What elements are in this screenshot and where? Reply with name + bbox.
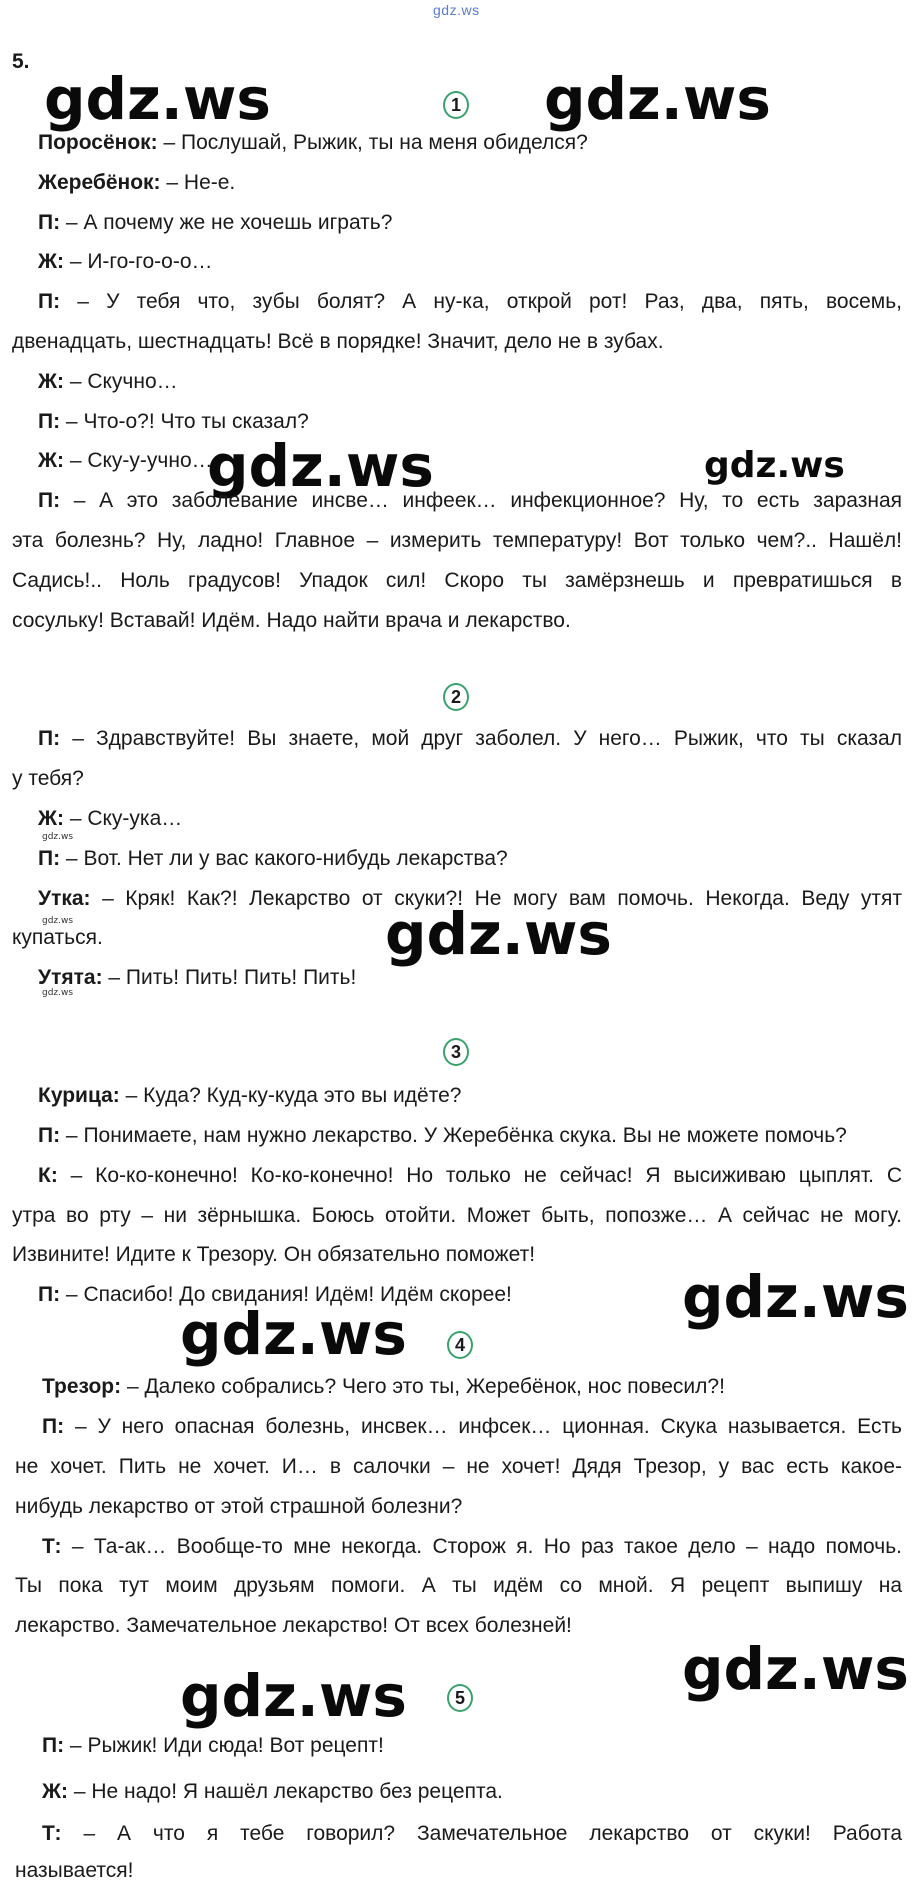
line-text: – Понимаете, нам нужно лекарство. У Жеребёнка скука. Вы не можете помочь?: [60, 1124, 847, 1147]
watermark: gdz.ws: [682, 1263, 909, 1331]
line-text: лекарство. Замечательное лекарство! От всех болезней!: [15, 1614, 572, 1637]
speaker: Поросёнок:: [38, 131, 158, 154]
line-text: – Здравствуйте! Вы знаете, мой друг заболел. У него… Рыжик, что ты сказал: [60, 727, 902, 750]
watermark: gdz.ws: [704, 445, 845, 486]
exercise-number: 5.: [12, 50, 30, 73]
line-text: – Куда? Куд-ку-куда это вы идёте?: [119, 1084, 462, 1107]
line-text: двенадцать, шестнадцать! Всё в порядке! Значит, дело не в зубах.: [12, 330, 664, 353]
line-text: у тебя?: [12, 767, 84, 790]
dialogue-line: [38, 726, 902, 751]
line-text: Ты пока тут моим друзьям помоги. А ты идём со мной. Я рецепт выпишу на: [15, 1574, 902, 1597]
speaker: Ж:: [38, 807, 64, 830]
dialogue-line: [15, 1454, 902, 1479]
line-text: – Ко-ко-конечно! Ко-ко-конечно! Но только не сейчас! Я высиживаю цыплят. С: [57, 1164, 902, 1187]
speaker: Трезор:: [42, 1375, 122, 1398]
section-mark-2: 2: [443, 683, 469, 711]
line-text: – У него опасная болезнь, инсвек… инфсек… ционная. Скука называется. Есть: [64, 1415, 902, 1438]
watermark: gdz.ws: [180, 1662, 407, 1730]
section-mark-1: 1: [443, 91, 469, 119]
dialogue-line: [12, 1242, 535, 1267]
speaker: Утка:: [38, 887, 91, 910]
dialogue-line: [12, 1203, 902, 1228]
line-text: эта болезнь? Ну, ладно! Главное – измерить температуру! Вот только чем?.. Нашёл!: [12, 529, 902, 552]
speaker: П:: [38, 410, 61, 433]
line-text: сосульку! Вставай! Идём. Надо найти врача и лекарство.: [12, 609, 571, 632]
watermark: gdz.ws: [544, 65, 771, 133]
line-text: – Та-ак… Вообще-то мне некогда. Сторож я. Но раз такое дело – надо помочь.: [61, 1535, 902, 1558]
speaker: Ж:: [42, 1780, 68, 1803]
speaker: П:: [38, 211, 61, 234]
dialogue-line: [38, 369, 178, 394]
dialogue-line: [42, 1374, 725, 1399]
small-watermark: gdz.ws: [42, 988, 74, 998]
line-text: – Послушай, Рыжик, ты на меня обиделся?: [157, 131, 588, 154]
line-text: – И-го-го-о-о…: [63, 250, 213, 273]
dialogue-line: [38, 886, 902, 911]
watermark: gdz.ws: [385, 900, 612, 968]
line-text: – А что я тебе говорил? Замечательное лекарство от скуки! Работа: [61, 1822, 902, 1845]
line-text: – Вот. Нет ли у вас какого-нибудь лекарства?: [60, 847, 508, 870]
line-text: нибудь лекарство от этой страшной болезни?: [15, 1495, 463, 1518]
line-text: – Ску-ука…: [63, 807, 183, 830]
speaker: П:: [42, 1734, 65, 1757]
line-text: – Ску-у-учно…: [63, 449, 213, 472]
dialogue-line: [38, 130, 588, 155]
speaker: П:: [38, 1283, 61, 1306]
dialogue-line: [38, 846, 508, 871]
dialogue-line: [15, 1573, 902, 1598]
line-text: Садись!.. Ноль градусов! Упадок сил! Скоро ты замёрзнешь и превратишься в: [12, 569, 902, 592]
dialogue-line: [12, 608, 571, 633]
speaker: Жеребёнок:: [38, 171, 161, 194]
line-text: – Что-о?! Что ты сказал?: [60, 410, 309, 433]
watermark: gdz.ws: [180, 1300, 407, 1368]
speaker: К:: [38, 1164, 58, 1187]
line-text: не хочет. Пить не хочет. И… в салочки – не хочет! Дядя Трезор, у вас есть какое-: [15, 1455, 902, 1478]
dialogue-line: [12, 925, 103, 950]
speaker: Ж:: [38, 370, 64, 393]
speaker: Ж:: [38, 449, 64, 472]
small-watermark: gdz.ws: [42, 832, 74, 842]
dialogue-line: [42, 1733, 384, 1758]
dialogue-line: [38, 1163, 902, 1188]
line-text: купаться.: [12, 926, 103, 949]
small-watermark: gdz.ws: [42, 916, 74, 926]
dialogue-line: [42, 1821, 902, 1846]
section-mark-4: 4: [447, 1331, 473, 1359]
dialogue-line: [42, 1534, 902, 1559]
section-mark-3: 3: [443, 1038, 469, 1066]
line-text: – Не надо! Я нашёл лекарство без рецепта.: [67, 1780, 503, 1803]
line-text: Извините! Идите к Трезору. Он обязательно поможет!: [12, 1243, 536, 1266]
dialogue-line: [38, 1123, 847, 1148]
dialogue-line: [38, 965, 356, 990]
line-text: – Рыжик! Иди сюда! Вот рецепт!: [64, 1734, 384, 1757]
dialogue-line: [42, 1779, 503, 1804]
dialogue-line: [12, 766, 84, 791]
speaker: П:: [38, 489, 61, 512]
dialogue-line: [38, 1083, 461, 1108]
dialogue-line: [15, 1858, 133, 1883]
line-text: – Далеко собрались? Чего это ты, Жеребёнок, нос повесил?!: [121, 1375, 725, 1398]
line-text: – Не-е.: [160, 171, 236, 194]
speaker: Курица:: [38, 1084, 120, 1107]
speaker: П:: [42, 1415, 65, 1438]
speaker: Т:: [42, 1822, 62, 1845]
watermark: gdz.ws: [207, 432, 434, 500]
header-watermark: gdz.ws: [433, 2, 480, 18]
line-text: – А это заболевание инсве… инфеек… инфекционное? Ну, то есть заразная: [60, 489, 902, 512]
line-text: – Спасибо! До свидания! Идём! Идём скорее!: [60, 1283, 512, 1306]
dialogue-line: [15, 1613, 572, 1638]
watermark: gdz.ws: [44, 65, 271, 133]
speaker: П:: [38, 1124, 61, 1147]
line-text: – А почему же не хочешь играть?: [60, 211, 393, 234]
dialogue-line: [42, 1414, 902, 1439]
line-text: утра во рту – ни зёрнышка. Боюсь отойти. Может быть, попозже… А сейчас не могу.: [12, 1204, 902, 1227]
dialogue-line: [12, 329, 664, 354]
line-text: называется!: [15, 1859, 134, 1882]
dialogue-line: [15, 1494, 462, 1519]
dialogue-line: [38, 448, 213, 473]
dialogue-line: [38, 289, 902, 314]
line-text: – У тебя что, зубы болят? А ну-ка, открой рот! Раз, два, пять, восемь,: [60, 290, 902, 313]
speaker: Ж:: [38, 250, 64, 273]
dialogue-line: [38, 210, 392, 235]
line-text: – Скучно…: [63, 370, 178, 393]
dialogue-line: [38, 170, 235, 195]
speaker: П:: [38, 727, 61, 750]
speaker: Утята:: [38, 966, 103, 989]
speaker: П:: [38, 290, 61, 313]
dialogue-line: [38, 249, 213, 274]
dialogue-line: [38, 1282, 512, 1307]
dialogue-line: [38, 409, 309, 434]
line-text: – Пить! Пить! Пить! Пить!: [102, 966, 357, 989]
line-text: – Кряк! Как?! Лекарство от скуки?! Не могу вам помочь. Некогда. Веду утят: [90, 887, 902, 910]
dialogue-line: [38, 488, 902, 513]
watermark: gdz.ws: [682, 1635, 909, 1703]
section-mark-5: 5: [447, 1684, 473, 1712]
speaker: Т:: [42, 1535, 62, 1558]
dialogue-line: [12, 568, 902, 593]
speaker: П:: [38, 847, 61, 870]
dialogue-line: [38, 806, 182, 831]
dialogue-line: [12, 528, 902, 553]
